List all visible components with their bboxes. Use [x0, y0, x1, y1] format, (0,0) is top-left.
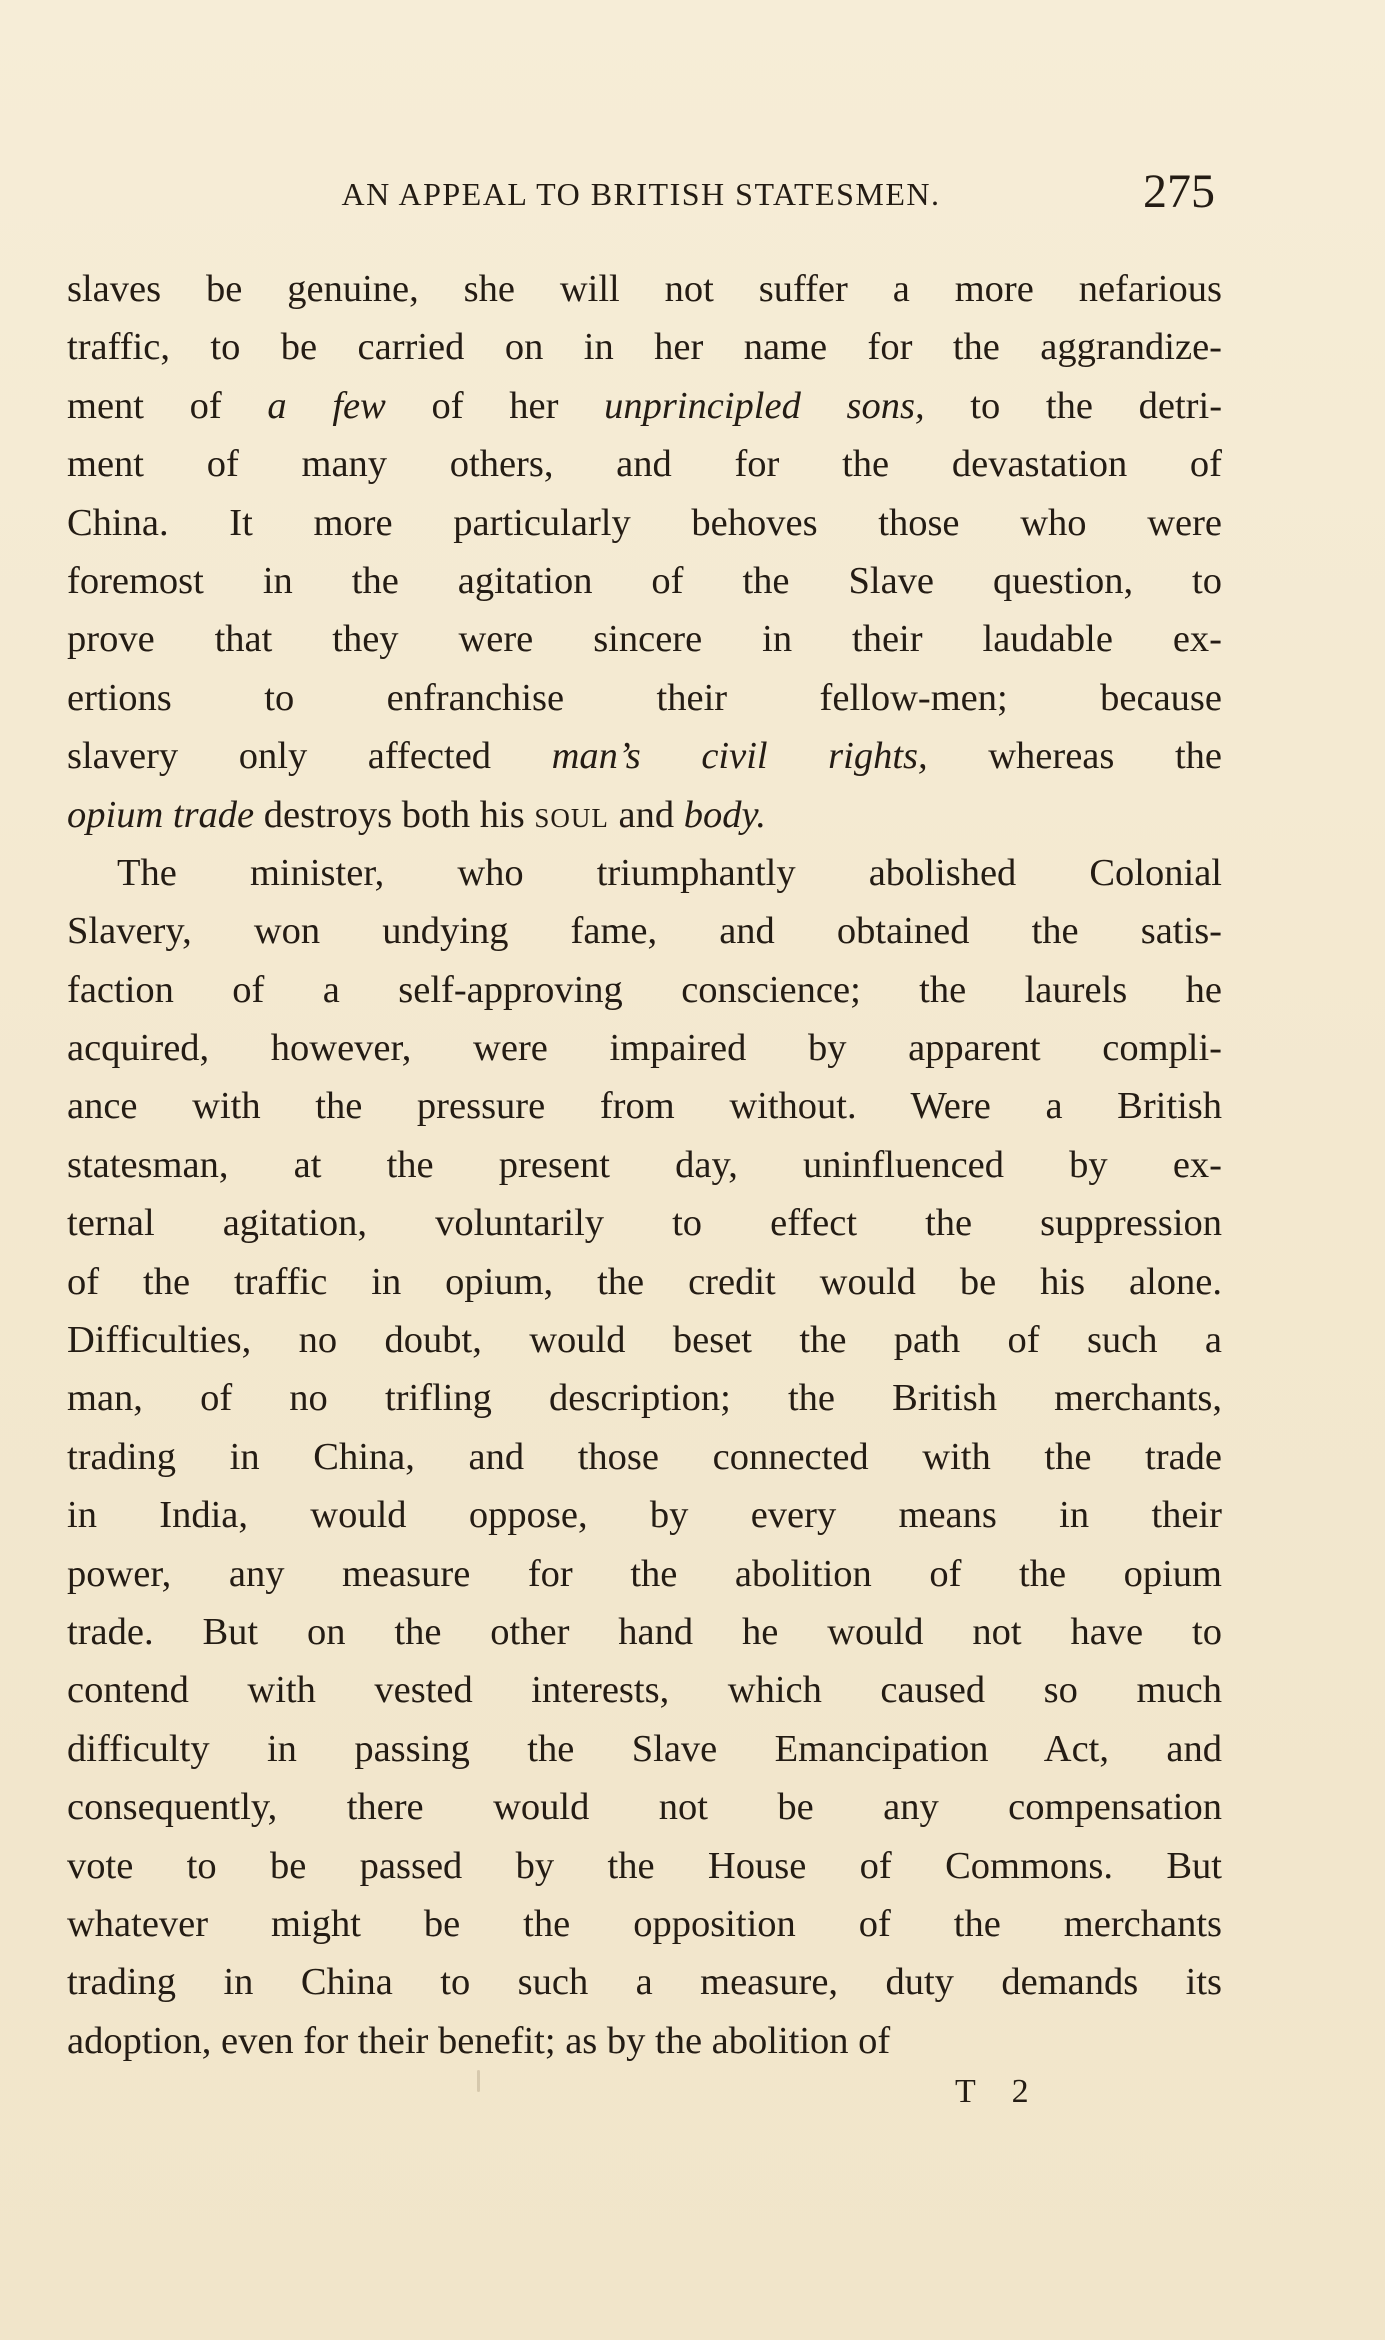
- text-span: ment of: [67, 384, 268, 427]
- text-line: ance with the pressure from without. Were a British: [67, 1085, 1222, 1128]
- text-line: Slavery, won undying fame, and obtained the satis-: [67, 910, 1222, 953]
- text-line: statesman, at the present day, uninfluenced by ex-: [67, 1143, 1222, 1186]
- text-span: of her: [385, 384, 605, 427]
- text-line: The minister, who triumphantly abolished Colonial: [117, 851, 1222, 894]
- text-span: to the detri-: [924, 384, 1223, 427]
- italic-span: body.: [683, 793, 767, 836]
- text-line: prove that they were sincere in their laudable ex-: [67, 618, 1222, 661]
- text-line: [67, 377, 1222, 435]
- text-line: [67, 727, 1222, 785]
- text-line: traffic, to be carried on in her name for the aggrandize-: [67, 326, 1222, 369]
- text-line: faction of a self-approving conscience; the laurels he: [67, 968, 1222, 1011]
- running-head: [67, 165, 1215, 218]
- text-line: contend with vested interests, which caused so much: [67, 1669, 1222, 1712]
- signature-mark: T 2: [955, 2073, 1043, 2110]
- text-span: slavery only affected: [67, 735, 552, 778]
- text-line: man, of no trifling description; the British merchants,: [67, 1377, 1222, 1420]
- text-line: ment of many others, and for the devastation of: [67, 443, 1222, 486]
- text-line: of the traffic in opium, the credit would be his alone.: [67, 1260, 1222, 1303]
- running-title: AN APPEAL TO BRITISH STATESMEN.: [341, 176, 941, 212]
- text-line: slaves be genuine, she will not suffer a more nefarious: [67, 268, 1222, 310]
- text-line: whatever might be the opposition of the merchants: [67, 1902, 1222, 1945]
- text-line: ertions to enfranchise their fellow-men; because: [67, 676, 1222, 719]
- text-line: difficulty in passing the Slave Emancipation Act, and: [67, 1727, 1222, 1770]
- text-line: foremost in the agitation of the Slave question, to: [67, 559, 1222, 602]
- text-line: Difficulties, no doubt, would beset the path of such a: [67, 1319, 1222, 1362]
- text-line: trade. But on the other hand he would not have to: [67, 1610, 1222, 1653]
- text-line: acquired, however, were impaired by apparent compli-: [67, 1027, 1222, 1070]
- text-line: consequently, there would not be any compensation: [67, 1786, 1222, 1829]
- small-caps-span: soul: [534, 793, 609, 836]
- text-line: China. It more particularly behoves those who were: [67, 501, 1222, 544]
- text-line: in India, would oppose, by every means in their: [67, 1494, 1222, 1537]
- italic-span: man’s civil rights,: [551, 735, 928, 778]
- text-line: power, any measure for the abolition of the opium: [67, 1552, 1222, 1595]
- body-text: [67, 260, 1222, 2070]
- text-line: trading in China to such a measure, duty demands its: [67, 1961, 1222, 2004]
- text-line: adoption, even for their benefit; as by the abolition of: [67, 2019, 891, 2062]
- text-line: [67, 786, 1222, 844]
- text-span: whereas the: [927, 735, 1222, 778]
- italic-span: opium trade: [67, 793, 255, 836]
- text-line: trading in China, and those connected with the trade: [67, 1435, 1222, 1478]
- paper-blemish: [477, 2070, 480, 2092]
- italic-span: unprincipled sons,: [604, 384, 925, 427]
- text-line: ternal agitation, voluntarily to effect the suppression: [67, 1202, 1222, 1245]
- italic-span: a few: [267, 384, 386, 427]
- text-span: and: [608, 793, 684, 836]
- text-line: vote to be passed by the House of Commons. But: [67, 1844, 1222, 1887]
- page-number: 275: [1143, 165, 1215, 218]
- text-span: destroys both his: [254, 793, 535, 836]
